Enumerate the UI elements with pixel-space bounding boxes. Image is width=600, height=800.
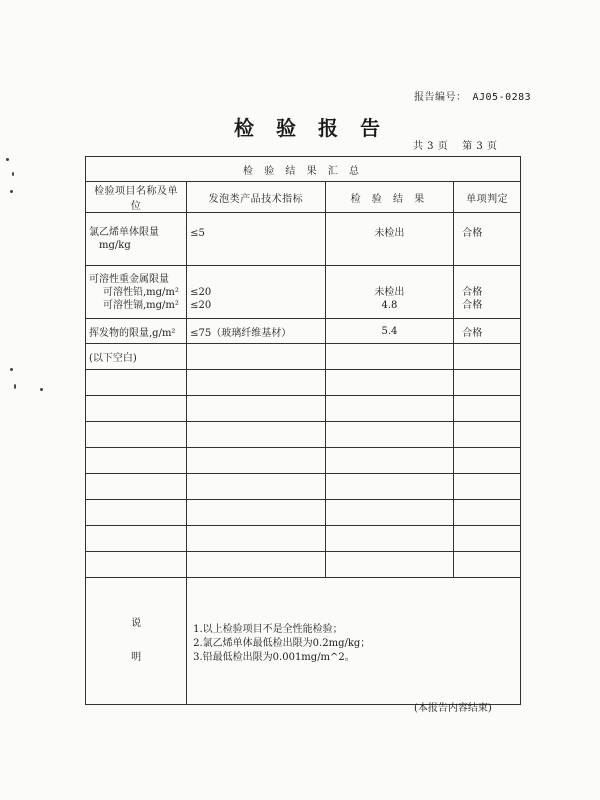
table-row [86,319,521,344]
empty-row [86,500,521,526]
empty-cell [325,344,454,370]
verdict-cell: 合格 [454,319,521,344]
empty-row [86,370,521,396]
notes-label [86,578,187,705]
note-item: 3.铅最低检出限为0.001mg/m^2。 [193,652,355,663]
page-current: 第 3 页 [462,141,498,152]
spec-cell [187,266,325,319]
notes-label-char: 明 [131,652,142,663]
column-header: 检验项目名称及单位 [86,182,187,213]
spec-value: ≤20 [190,286,212,298]
notes-list [187,578,521,705]
verdict-cell [454,213,521,266]
notes-label-char: 说 [131,618,142,629]
scan-speck [40,388,43,391]
verdict-value [462,273,517,286]
scan-speck [14,384,16,389]
verdict-cell [454,266,521,319]
column-header: 发泡类产品技术指标 [187,182,325,213]
result-value: 未检出 [374,286,405,298]
scan-speck [10,190,13,193]
result-value: 未检出 [374,228,405,239]
empty-row [86,422,521,448]
verdict-value: 合格 [462,228,483,239]
summary-title: 检 验 结 果 汇 总 [86,157,521,182]
empty-row [86,448,521,474]
item-name: 氯乙烯单体限量 [89,227,159,238]
scan-speck [6,158,9,161]
table-row [86,266,521,319]
result-cell [325,266,454,319]
scan-speck [10,368,13,371]
spec-cell [187,213,325,266]
item-cell: 挥发物的限量,g/m² [86,319,187,344]
spec-value: ≤20 [190,299,212,311]
result-value: 4.8 [381,299,398,311]
spec-value [190,273,321,286]
table-header-row [86,182,521,213]
empty-row [86,526,521,552]
empty-row [86,474,521,500]
empty-row [86,552,521,578]
document-title: 检验报告 [234,116,402,140]
item-cell [86,213,187,266]
item-sub-name: 可溶性镉,mg/m² [103,299,179,311]
item-unit: mg/kg [99,240,131,251]
empty-row [86,396,521,422]
verdict-value: 合格 [462,299,483,311]
empty-cell [454,344,521,370]
empty-cell [187,344,325,370]
report-number-label: 报告编号： [414,92,467,103]
result-cell [325,213,454,266]
item-sub-name: 可溶性铅,mg/m² [103,286,179,298]
verdict-value: 合格 [462,286,483,298]
table-row [86,344,521,370]
results-table [85,156,521,705]
result-cell: 5.4 [325,319,454,344]
notes-row [86,578,521,705]
blank-marker: (以下空白) [86,344,187,370]
item-cell [86,266,187,319]
end-note: (本报告内容结束) [414,703,492,714]
page-info [413,137,497,152]
note-item: 1.以上检验项目不是全性能检验； [193,624,343,635]
column-header: 单项判定 [454,182,521,213]
report-number-value: AJ05-0283 [472,92,532,103]
report-number [414,88,531,103]
item-name: 可溶性重金属限量 [89,273,169,285]
page-total: 共 3 页 [413,141,449,152]
note-item: 2.氯乙烯单体最低检出限为0.2mg/kg； [193,638,371,649]
spec-cell: ≤75（玻璃纤维基材） [187,319,325,344]
column-header: 检 验 结 果 [325,182,454,213]
table-row [86,213,521,266]
scan-speck [12,172,14,176]
result-value [329,273,451,286]
spec-value: ≤5 [190,228,205,239]
